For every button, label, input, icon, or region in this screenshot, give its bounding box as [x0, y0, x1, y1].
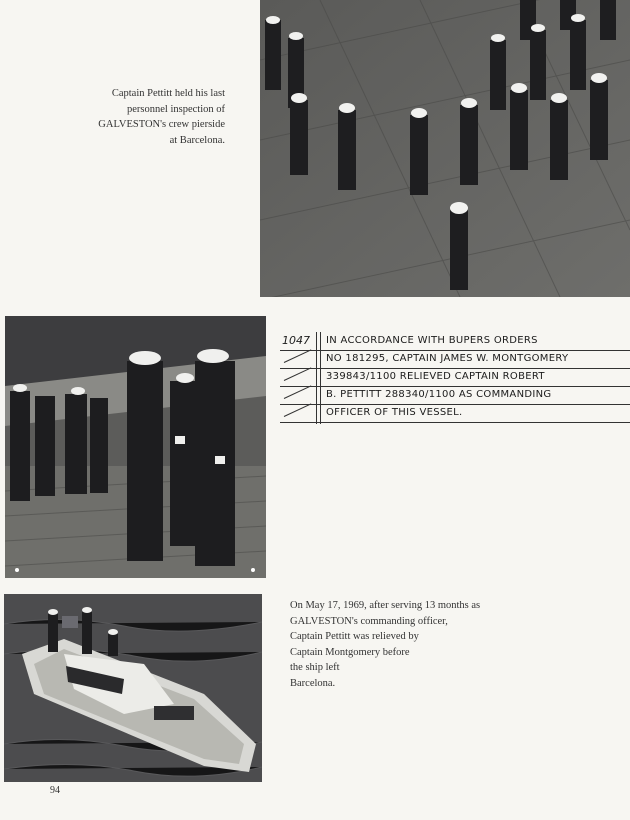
log-text: B. PETTITT 288340/1100 AS COMMANDING: [326, 389, 552, 400]
relief-caption-line: Captain Montgomery before: [290, 646, 410, 658]
relief-caption-line: Captain Pettitt was relieved by: [290, 631, 419, 642]
log-slash: [284, 367, 312, 381]
handshake-photo: [5, 316, 266, 578]
log-text: 339843/1100 RELIEVED CAPTAIN ROBERT: [326, 371, 545, 382]
inspection-photo: [260, 0, 630, 297]
handshake-photo-image: [5, 316, 266, 578]
log-text: NO 181295, CAPTAIN JAMES W. MONTGOMERY: [326, 353, 569, 364]
log-row: [280, 386, 630, 405]
inspection-caption-line: Captain Pettitt held his last: [111, 88, 225, 99]
relief-caption-line: GALVESTON's commanding officer,: [290, 615, 448, 627]
inspection-caption-line: GALVESTON's crew pierside: [98, 119, 225, 130]
inspection-caption: [60, 86, 225, 148]
inspection-caption-line: at Barcelona.: [169, 134, 225, 146]
inspection-caption-line: personnel inspection of: [127, 103, 225, 115]
relief-caption: [290, 598, 540, 691]
deck-log-entry: [280, 332, 630, 424]
log-text: IN ACCORDANCE WITH BUPERS ORDERS: [326, 335, 538, 346]
relief-caption-line: the ship left: [290, 662, 340, 673]
boat-photo: [4, 594, 262, 782]
page-number: 94: [50, 785, 60, 796]
log-slash: [284, 403, 312, 417]
log-text: OFFICER OF THIS VESSEL.: [326, 407, 463, 418]
log-row: [280, 404, 630, 423]
relief-caption-line: On May 17, 1969, after serving 13 months as: [290, 600, 481, 611]
log-slash: [284, 385, 312, 399]
inspection-photo-image: [260, 0, 630, 297]
log-row: [280, 368, 630, 387]
log-row: [280, 350, 630, 369]
relief-caption-line: Barcelona.: [290, 677, 336, 689]
log-slash: [284, 349, 312, 363]
log-time: 1047: [282, 334, 310, 347]
log-row: [280, 332, 630, 351]
boat-photo-image: [4, 594, 262, 782]
